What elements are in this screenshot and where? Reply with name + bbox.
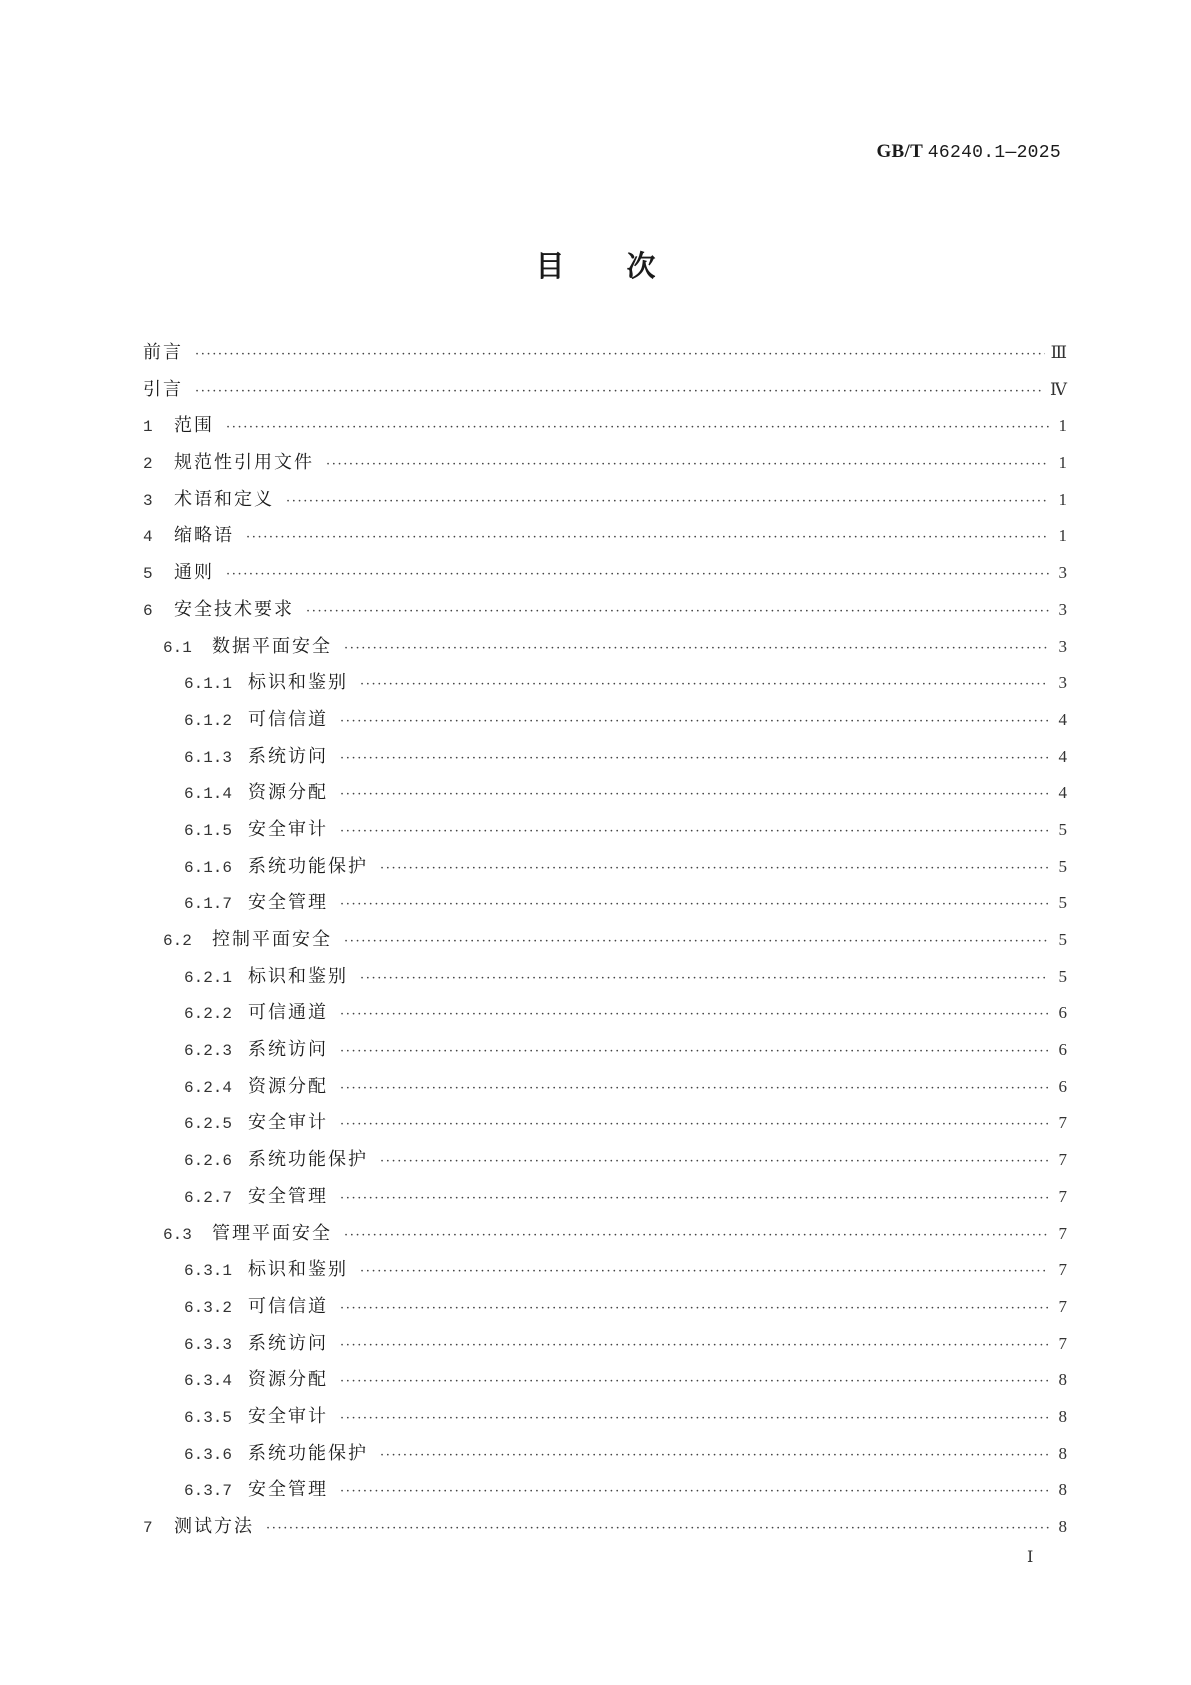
standard-prefix: GB/T — [876, 141, 923, 162]
toc-entry-number: 6.1.4 — [184, 785, 233, 804]
page-number: Ⅰ — [1027, 1549, 1034, 1566]
toc-leader-dots — [340, 824, 1049, 839]
toc-entry[interactable] — [143, 852, 1067, 889]
toc-entry-title: 引言 — [143, 378, 183, 400]
toc-entry-page: 3 — [1058, 636, 1067, 656]
toc-entry-title: 安全审计 — [248, 1405, 328, 1427]
toc-entry[interactable] — [143, 1292, 1067, 1329]
toc-entry-number: 6.2.4 — [184, 1078, 233, 1097]
toc-leader-dots — [246, 530, 1049, 545]
toc-leader-dots — [306, 604, 1049, 619]
toc-entry-number: 6.2.3 — [184, 1042, 233, 1061]
toc-entry[interactable] — [143, 1439, 1067, 1476]
toc-entry-number: 6.3.6 — [184, 1445, 233, 1464]
standard-code: 46240.1—2025 — [927, 143, 1061, 163]
toc-entry-number: 6.1.5 — [184, 821, 233, 840]
toc-entry-page: Ⅲ — [1050, 343, 1067, 362]
toc-entry-page: 1 — [1058, 453, 1067, 473]
toc-entry-number: 6.1 — [163, 638, 192, 657]
toc-entry-title: 安全管理 — [248, 892, 328, 914]
toc-entry-page: 1 — [1058, 489, 1067, 509]
toc-entry-title: 资源分配 — [248, 1369, 328, 1391]
toc-leader-dots — [286, 494, 1049, 509]
toc-entry-page: 3 — [1058, 599, 1067, 619]
toc-leader-dots — [226, 567, 1049, 582]
toc-entry-number: 6.3.4 — [184, 1372, 233, 1391]
toc-leader-dots — [360, 677, 1049, 692]
toc-entry-title: 系统访问 — [248, 1332, 328, 1354]
toc-leader-dots — [380, 1448, 1049, 1463]
toc-leader-dots — [266, 1521, 1049, 1536]
toc-entry-number: 1 — [143, 418, 153, 437]
toc-entry[interactable] — [143, 815, 1067, 852]
toc-entry-title: 可信信道 — [248, 708, 328, 730]
toc-leader-dots — [340, 1007, 1049, 1022]
toc-entry-number: 6.2.6 — [184, 1152, 233, 1171]
toc-entry-title: 数据平面安全 — [212, 635, 332, 657]
toc-leader-dots — [360, 1264, 1049, 1279]
toc-entry-title: 资源分配 — [248, 782, 328, 804]
toc-entry-page: Ⅳ — [1050, 379, 1067, 399]
toc-entry-number: 6.3.7 — [184, 1482, 233, 1501]
toc-entry-page: 8 — [1058, 1443, 1067, 1463]
toc-entry[interactable] — [143, 925, 1067, 962]
toc-entry-page: 5 — [1058, 856, 1067, 876]
toc-entry-number: 6.2.2 — [184, 1005, 233, 1024]
toc-leader-dots — [340, 1117, 1049, 1132]
toc-entry[interactable] — [143, 1072, 1067, 1109]
toc-entry-number: 6 — [143, 601, 153, 620]
toc-entry-number: 4 — [143, 528, 153, 547]
toc-entry-number: 3 — [143, 491, 153, 510]
toc-entry[interactable] — [143, 705, 1067, 742]
toc-entry[interactable] — [143, 1255, 1067, 1292]
toc-leader-dots — [340, 714, 1049, 729]
toc-entry[interactable] — [143, 375, 1067, 412]
toc-entry-page: 3 — [1058, 673, 1067, 693]
toc-entry-page: 7 — [1058, 1186, 1067, 1206]
toc-leader-dots — [195, 347, 1045, 362]
toc-entry-number: 6.1.2 — [184, 711, 233, 730]
toc-entry-number: 2 — [143, 455, 153, 474]
page-title: 目次 — [535, 249, 718, 283]
toc-entry[interactable] — [143, 448, 1067, 485]
toc-entry-page: 5 — [1058, 819, 1067, 839]
toc-entry[interactable] — [143, 1329, 1067, 1366]
toc-leader-dots — [340, 1411, 1049, 1426]
toc-entry-page: 7 — [1058, 1150, 1067, 1170]
toc-entry-page: 5 — [1058, 893, 1067, 913]
toc-entry[interactable] — [143, 632, 1067, 669]
toc-leader-dots — [340, 1191, 1049, 1206]
toc-entry-title: 安全管理 — [248, 1185, 328, 1207]
toc-entry-page: 5 — [1058, 966, 1067, 986]
toc-leader-dots — [344, 1228, 1049, 1243]
toc-leader-dots — [340, 787, 1049, 802]
toc-leader-dots — [340, 1081, 1049, 1096]
toc-entry[interactable] — [143, 1219, 1067, 1256]
toc-entry[interactable] — [143, 521, 1067, 558]
toc-entry-number: 6.2 — [163, 932, 192, 950]
toc-entry-title: 规范性引用文件 — [174, 452, 314, 474]
toc-leader-dots — [340, 897, 1049, 912]
toc-leader-dots — [340, 751, 1049, 766]
toc-leader-dots — [340, 1301, 1049, 1316]
toc-entry-title: 管理平面安全 — [212, 1222, 332, 1244]
toc-leader-dots — [340, 1484, 1049, 1499]
toc-entry-number: 7 — [143, 1519, 153, 1537]
toc-entry-title: 术语和定义 — [174, 488, 274, 510]
toc-entry[interactable] — [143, 1108, 1067, 1145]
toc-entry-number: 6.1.3 — [184, 748, 233, 767]
toc-entry-title: 系统功能保护 — [248, 1149, 368, 1171]
toc-entry-page: 7 — [1058, 1113, 1067, 1133]
toc-entry[interactable] — [143, 962, 1067, 999]
toc-entry-number: 6.1.6 — [184, 858, 233, 877]
toc-entry-number: 6.3.2 — [184, 1298, 233, 1317]
toc-entry[interactable] — [143, 411, 1067, 448]
toc-entry[interactable] — [143, 485, 1067, 522]
toc-entry-title: 标识和鉴别 — [248, 672, 348, 694]
toc-leader-dots — [380, 861, 1049, 876]
toc-leader-dots — [360, 971, 1049, 986]
toc-entry-title: 系统功能保护 — [248, 855, 368, 877]
toc-entry-page: 3 — [1058, 563, 1067, 583]
toc-entry[interactable] — [143, 1145, 1067, 1182]
toc-entry-number: 6.3.5 — [184, 1408, 233, 1427]
toc-entry[interactable] — [143, 595, 1067, 632]
toc-entry-number: 6.3.1 — [184, 1262, 233, 1281]
toc-entry-title: 系统访问 — [248, 1039, 328, 1061]
toc-leader-dots — [340, 1374, 1049, 1389]
toc-entry-page: 6 — [1058, 1040, 1067, 1060]
toc-entry-title: 资源分配 — [248, 1075, 328, 1097]
toc-leader-dots — [326, 457, 1049, 472]
toc-entry[interactable] — [143, 888, 1067, 925]
toc-entry-page: 8 — [1058, 1370, 1067, 1390]
toc-entry[interactable] — [143, 1035, 1067, 1072]
toc-entry-title: 前言 — [143, 342, 183, 363]
toc-leader-dots — [226, 420, 1049, 435]
toc-entry-page: 8 — [1058, 1480, 1067, 1500]
toc-entry-number: 6.2.1 — [184, 968, 233, 987]
toc-entry-title: 系统功能保护 — [248, 1442, 368, 1464]
toc-entry-page: 4 — [1058, 709, 1067, 729]
toc-entry-page: 8 — [1058, 1517, 1067, 1536]
toc-entry-page: 7 — [1058, 1260, 1067, 1280]
toc-entry-title: 可信信道 — [248, 1295, 328, 1317]
toc-entry[interactable] — [143, 998, 1067, 1035]
toc-entry-page: 7 — [1058, 1296, 1067, 1316]
toc-entry-title: 范围 — [174, 415, 214, 437]
toc-entry-number: 6.3.3 — [184, 1335, 233, 1354]
toc-entry[interactable] — [143, 778, 1067, 815]
toc-entry-page: 5 — [1058, 930, 1067, 949]
toc-leader-dots — [340, 1044, 1049, 1059]
toc-leader-dots — [344, 641, 1049, 656]
toc-entry-title: 系统访问 — [248, 745, 328, 767]
toc-entry-title: 可信通道 — [248, 1002, 328, 1024]
toc-leader-dots — [340, 1338, 1049, 1353]
toc-entry-number: 6.1.7 — [184, 895, 233, 914]
toc-entry[interactable] — [143, 742, 1067, 779]
toc-entry-page: 1 — [1058, 526, 1067, 546]
toc-entry[interactable] — [143, 1402, 1067, 1439]
standard-number — [876, 141, 1061, 163]
toc-entry-title: 安全管理 — [248, 1479, 328, 1501]
toc-entry-title: 缩略语 — [174, 525, 234, 547]
toc-entry-page: 6 — [1058, 1076, 1067, 1096]
toc-leader-dots — [195, 384, 1044, 399]
toc-entry-page: 4 — [1058, 783, 1067, 803]
toc-entry-title: 通则 — [174, 562, 214, 584]
toc-entry[interactable] — [143, 668, 1067, 705]
toc-entry[interactable] — [143, 558, 1067, 595]
toc-entry-page: 4 — [1058, 746, 1067, 766]
toc-entry-number: 6.2.5 — [184, 1115, 233, 1134]
toc-entry-title: 标识和鉴别 — [248, 1259, 348, 1281]
toc-entry[interactable] — [143, 1512, 1067, 1549]
toc-entry-title: 安全审计 — [248, 818, 328, 840]
toc-entry[interactable] — [143, 1182, 1067, 1219]
table-of-contents — [143, 338, 1067, 1549]
toc-entry-number: 6.3 — [163, 1225, 192, 1244]
toc-entry-page: 8 — [1058, 1406, 1067, 1426]
toc-entry-number: 6.1.1 — [184, 675, 233, 694]
toc-entry[interactable] — [143, 1365, 1067, 1402]
toc-leader-dots — [380, 1154, 1049, 1169]
toc-leader-dots — [344, 934, 1049, 949]
toc-entry-title: 安全技术要求 — [174, 598, 294, 620]
toc-entry-number: 5 — [143, 565, 153, 584]
toc-entry-page: 7 — [1058, 1223, 1067, 1243]
toc-entry-title: 安全审计 — [248, 1112, 328, 1134]
toc-entry[interactable] — [143, 338, 1067, 375]
toc-entry-title: 标识和鉴别 — [248, 965, 348, 987]
toc-entry-number: 6.2.7 — [184, 1188, 233, 1207]
toc-entry-page: 1 — [1058, 416, 1067, 436]
toc-entry-title: 控制平面安全 — [212, 929, 332, 950]
toc-entry-title: 测试方法 — [174, 1516, 254, 1537]
toc-entry-page: 6 — [1058, 1003, 1067, 1023]
toc-entry[interactable] — [143, 1475, 1067, 1512]
toc-entry-page: 7 — [1058, 1333, 1067, 1353]
